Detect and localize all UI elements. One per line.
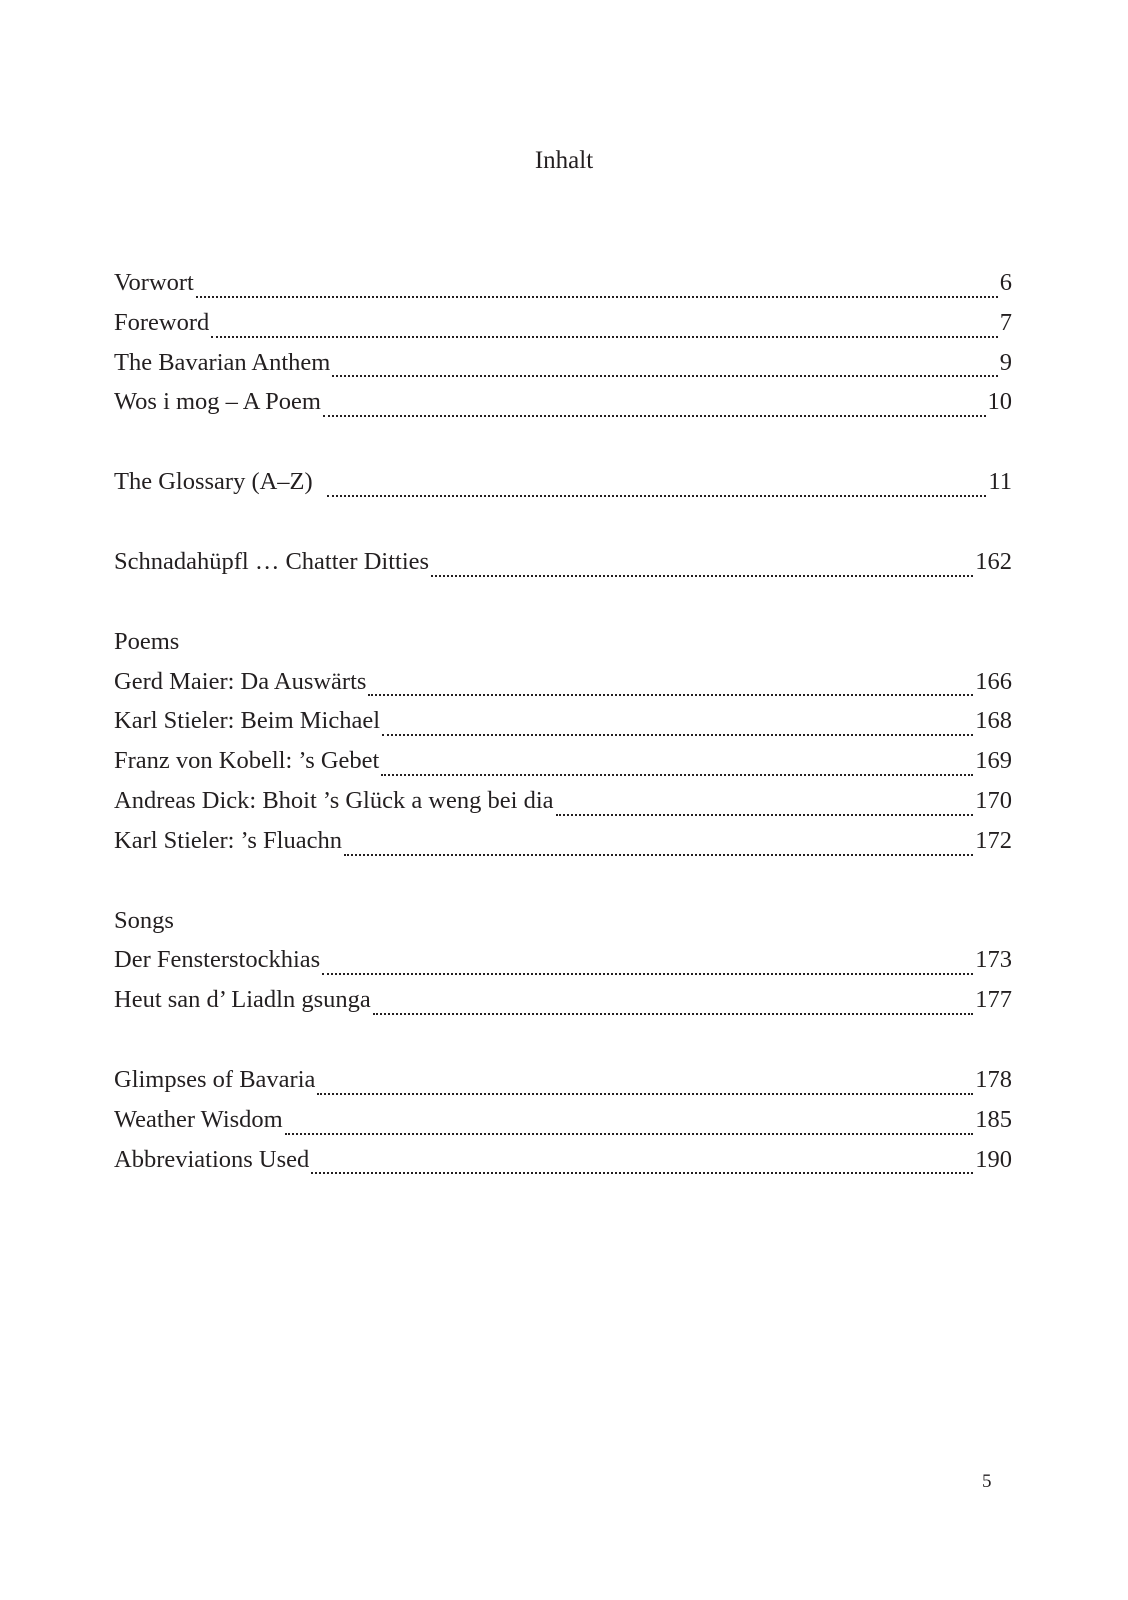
toc-entry-fensterstockhias[interactable] <box>114 945 1012 985</box>
toc-entry-glossary[interactable] <box>114 467 1012 507</box>
toc-entry-title: Gerd Maier: Da Auswärts <box>114 667 367 695</box>
toc-entry-title: Glimpses of Bavaria <box>114 1065 316 1093</box>
dot-leader <box>323 409 986 417</box>
toc-entry-page: 177 <box>975 986 1012 1014</box>
toc-entry-page: 166 <box>975 667 1012 695</box>
toc-entry-weather-wisdom[interactable] <box>114 1105 1012 1145</box>
toc-entry-heut-san-d-liadln[interactable] <box>114 985 1012 1025</box>
toc-entry-title: Wos i mog – A Poem <box>114 388 321 416</box>
toc-entry-page: 172 <box>975 826 1012 854</box>
toc-entry-beim-michael[interactable] <box>114 706 1012 746</box>
dot-leader <box>311 1166 973 1174</box>
toc-entry-title: Franz von Kobell: ’s Gebet <box>114 747 380 775</box>
dot-leader <box>211 330 997 338</box>
toc-entry-da-auswaerts[interactable] <box>114 667 1012 707</box>
toc-entry-page: 10 <box>987 388 1012 416</box>
toc-entry-title: Vorwort <box>114 269 194 296</box>
toc-entry-title: The Bavarian Anthem <box>114 348 331 376</box>
toc-entry-page: 6 <box>999 269 1012 296</box>
toc-entry-title: Karl Stieler: ’s Fluachn <box>114 826 342 854</box>
toc-entry-page: 178 <box>975 1065 1012 1093</box>
toc-entry-title: Abbreviations Used <box>114 1145 310 1173</box>
dot-leader <box>322 967 973 975</box>
section-heading-poems: Poems <box>114 627 180 655</box>
dot-leader <box>382 728 973 736</box>
dot-leader <box>373 1007 974 1015</box>
toc-entry-title: Andreas Dick: Bhoit ’s Glück a weng bei dia <box>114 786 554 814</box>
toc-entry-page: 162 <box>975 547 1012 575</box>
toc-entry-title: Der Fensterstockhias <box>114 946 321 974</box>
dot-leader <box>556 808 974 816</box>
toc-entry-s-gebet[interactable] <box>114 746 1012 786</box>
section-heading-songs: Songs <box>114 906 174 934</box>
toc-entry-bhoit-s-glueck[interactable] <box>114 786 1012 826</box>
toc-entry-glimpses-of-bavaria[interactable] <box>114 1065 1012 1105</box>
toc-entry-page: 9 <box>999 348 1012 376</box>
dot-leader <box>332 369 997 377</box>
toc-entry-title: The Glossary (A–Z) <box>114 468 313 496</box>
toc-entry-foreword[interactable] <box>114 308 1012 348</box>
toc-entry-s-fluachn[interactable] <box>114 826 1012 866</box>
dot-leader <box>368 688 973 696</box>
dot-leader <box>381 768 973 776</box>
toc-entry-title: Foreword <box>114 308 210 336</box>
page-title: Inhalt <box>534 147 594 174</box>
toc-entry-bavarian-anthem[interactable] <box>114 348 1012 388</box>
dot-leader <box>327 489 987 497</box>
toc-entry-schnadahuepfl[interactable] <box>114 547 1012 587</box>
toc-entry-vorwort[interactable] <box>114 268 1012 308</box>
toc-entry-page: 173 <box>975 946 1012 974</box>
dot-leader <box>344 848 973 856</box>
toc-entry-title: Karl Stieler: Beim Michael <box>114 707 381 735</box>
toc-entry-title: Schnadahüpfl … Chatter Ditties <box>114 547 430 575</box>
toc-entry-title: Heut san d’ Liadln gsunga <box>114 986 371 1014</box>
dot-leader <box>317 1087 973 1095</box>
table-of-contents <box>114 268 1012 1184</box>
toc-entry-page: 170 <box>975 786 1012 814</box>
dot-leader <box>431 569 973 577</box>
dot-leader <box>285 1127 974 1135</box>
toc-entry-page: 190 <box>975 1145 1012 1173</box>
toc-entry-wos-i-mog[interactable] <box>114 387 1012 427</box>
page-number: 5 <box>982 1471 992 1492</box>
dot-leader <box>196 290 998 298</box>
toc-entry-page: 168 <box>975 707 1012 735</box>
toc-entry-abbreviations-used[interactable] <box>114 1145 1012 1185</box>
toc-entry-page: 7 <box>999 308 1012 336</box>
toc-entry-page: 11 <box>988 468 1012 496</box>
toc-entry-page: 169 <box>975 747 1012 775</box>
toc-entry-page: 185 <box>975 1105 1012 1133</box>
toc-entry-title: Weather Wisdom <box>114 1105 283 1133</box>
